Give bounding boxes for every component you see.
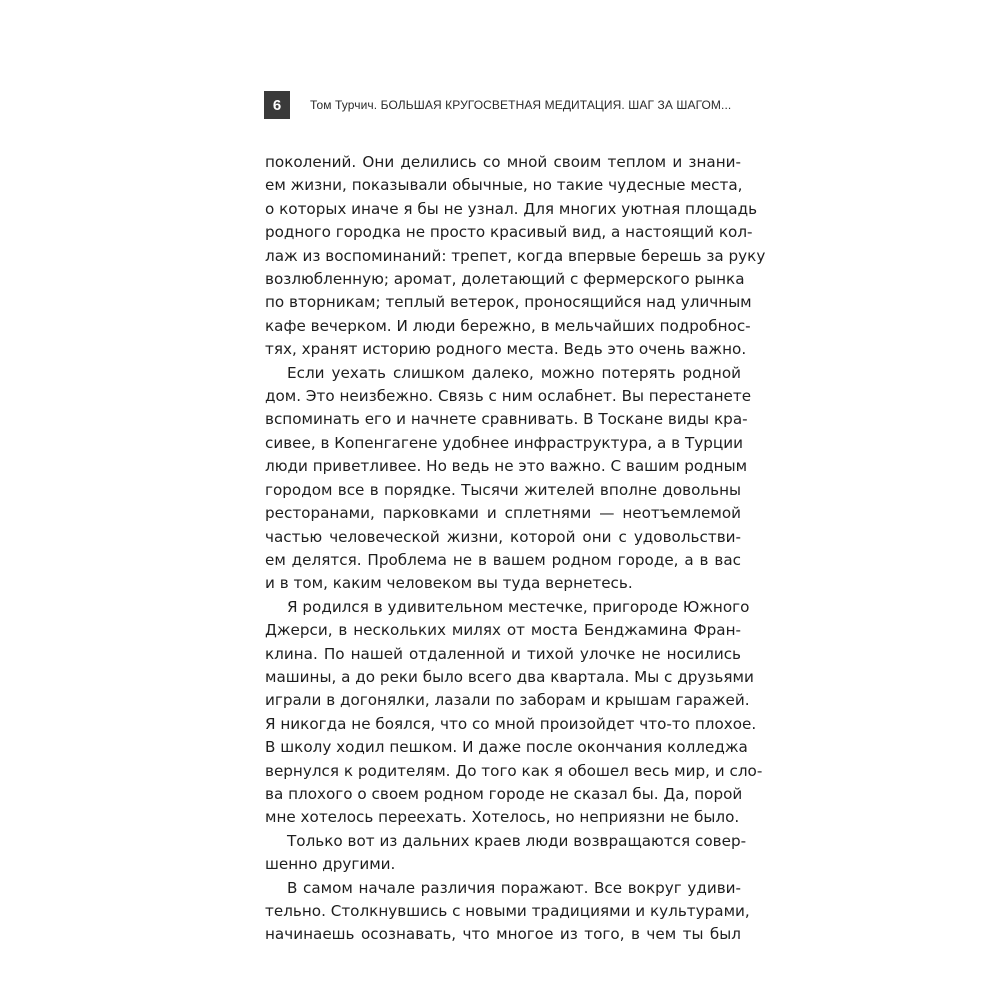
text-line: о которых иначе я бы не узнал. Для многих уютная площадь: [265, 199, 758, 218]
text-line: вернулся к родителям. До того как я обошел весь мир, и сло-: [265, 761, 763, 780]
text-line: шенно другими.: [265, 855, 396, 874]
text-line: тях, хранят историю родного места. Ведь это очень важно.: [265, 340, 747, 359]
text-line: вспоминать его и начнете сравнивать. В Тоскане виды кра-: [265, 410, 748, 429]
text-line: поколений. Они делились со мной своим теплом и знани-: [265, 153, 741, 171]
text-line: по вторникам; теплый ветерок, проносящийся над уличным: [265, 293, 752, 312]
text-line: Если уехать слишком далеко, можно потерять родной: [287, 363, 741, 382]
text-line: ва плохого о своем родном городе не сказал бы. Да, порой: [265, 784, 743, 803]
body-text: [265, 151, 766, 947]
text-line: лаж из воспоминаний: трепет, когда впервые берешь за руку: [265, 246, 766, 265]
text-line: люди приветливее. Но ведь не это важно. С вашим родным: [265, 457, 748, 476]
running-head: Том Турчич. БОЛЬШАЯ КРУГОСВЕТНАЯ МЕДИТАЦИЯ. ШАГ ЗА ШАГОМ...: [310, 98, 732, 112]
page-number: 6: [264, 91, 290, 119]
text-line: клина. По нашей отдаленной и тихой улочке не носились: [265, 644, 741, 663]
text-line: мне хотелось переехать. Хотелось, но неприязни не было.: [265, 808, 740, 827]
text-line: ресторанами, парковками и сплетнями — неотъемлемой: [265, 504, 741, 523]
text-line: В самом начале различия поражают. Все вокруг удиви-: [287, 878, 741, 897]
text-line: Только вот из дальних краев люди возвращаются совер-: [287, 831, 747, 850]
text-line: В школу ходил пешком. И даже после окончания колледжа: [265, 738, 748, 757]
text-line: городом все в порядке. Тысячи жителей вполне довольны: [265, 480, 741, 499]
text-line: Я родился в удивительном местечке, пригороде Южного: [287, 597, 750, 616]
text-line: дом. Это неизбежно. Связь с ним ослабнет. Вы перестанете: [265, 387, 752, 406]
text-line: машины, а до реки было всего два квартала. Мы с друзьями: [265, 667, 754, 686]
text-line: и в том, каким человеком вы туда вернетесь.: [265, 574, 633, 593]
text-line: Я никогда не боялся, что со мной произойдет что-то плохое.: [265, 714, 757, 733]
text-line: Джерси, в нескольких милях от моста Бенджамина Фран-: [265, 621, 741, 640]
text-line: возлюбленную; аромат, долетающий с фермерского рынка: [265, 270, 745, 289]
text-line: частью человеческой жизни, которой они с удовольстви-: [265, 527, 741, 546]
text-line: начинаешь осознавать, что многое из того, в чем ты был: [265, 925, 741, 944]
text-line: кафе вечерком. И люди бережно, в мельчайших подробнос-: [265, 316, 751, 335]
text-line: сивее, в Копенгагене удобнее инфраструктура, а в Турции: [265, 433, 743, 452]
text-line: играли в догонялки, лазали по заборам и крышам гаражей.: [265, 691, 750, 710]
text-line: ем делятся. Проблема не в вашем родном городе, а в вас: [265, 550, 741, 569]
text-line: тельно. Столкнувшись с новыми традициями и культурами,: [265, 902, 750, 920]
text-line: ем жизни, показывали обычные, но такие чудесные места,: [265, 176, 743, 195]
page-header: [264, 91, 731, 119]
text-line: родного городка не просто красивый вид, а настоящий кол-: [265, 223, 753, 242]
